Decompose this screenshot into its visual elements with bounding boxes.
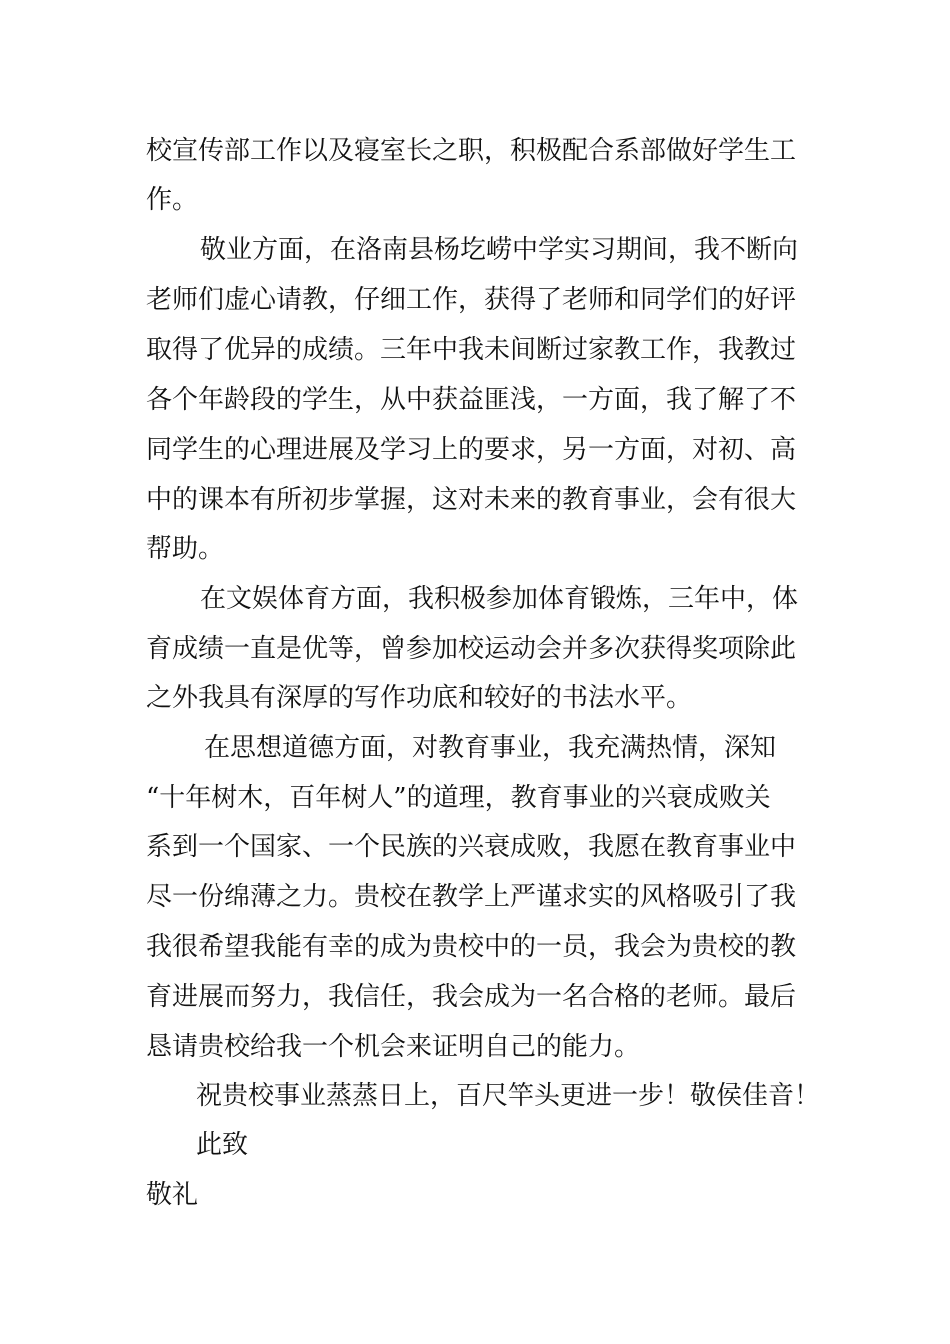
paragraph-first-line: 在文娱体育方面，我积极参加体育锻炼，三年中，体 [200, 584, 799, 614]
text-line: 作。 [146, 185, 199, 215]
text-line: 育进展而努力，我信任，我会成为一名合格的老师。最后 [146, 982, 797, 1012]
text-line: 中的课本有所初步掌握，这对未来的教育事业，会有很大 [146, 485, 797, 515]
text-line: 之外我具有深厚的写作功底和较好的书法水平。 [146, 683, 693, 713]
text-line: 系到一个国家、一个民族的兴衰成败，我愿在教育事业中 [146, 832, 797, 862]
text-line: 校宣传部工作以及寝室长之职，积极配合系部做好学生工 [146, 136, 797, 166]
text-line: “十年树木，百年树人”的道理，教育事业的兴衰成败关 [146, 783, 771, 813]
paragraph-first-line: 在思想道德方面，对教育事业，我充满热情，深知 [204, 733, 777, 763]
text-line: 育成绩一直是优等，曾参加校运动会并多次获得奖项除此 [146, 634, 797, 664]
paragraph-first-line: 敬业方面，在洛南县杨圪崂中学实习期间，我不断向 [200, 235, 799, 265]
text-line: 同学生的心理进展及学习上的要求，另一方面，对初、高 [146, 435, 797, 465]
text-line: 我很希望我能有幸的成为贵校中的一员，我会为贵校的教 [146, 932, 797, 962]
closing-wish: 祝贵校事业蒸蒸日上，百尺竿头更进一步！敬侯佳音！ [196, 1081, 821, 1111]
text-line: 恳请贵校给我一个机会来证明自己的能力。 [146, 1032, 641, 1062]
text-line: 帮助。 [146, 534, 225, 564]
text-line: 取得了优异的成绩。三年中我未间断过家教工作，我教过 [146, 335, 797, 365]
text-line: 老师们虚心请教，仔细工作，获得了老师和同学们的好评 [146, 285, 797, 315]
salutation-jingli: 敬礼 [146, 1180, 199, 1210]
text-line: 各个年龄段的学生，从中获益匪浅，一方面，我了解了不 [146, 385, 797, 415]
salutation-cizhi: 此致 [196, 1130, 249, 1160]
text-line: 尽一份绵薄之力。贵校在教学上严谨求实的风格吸引了我 [146, 882, 797, 912]
